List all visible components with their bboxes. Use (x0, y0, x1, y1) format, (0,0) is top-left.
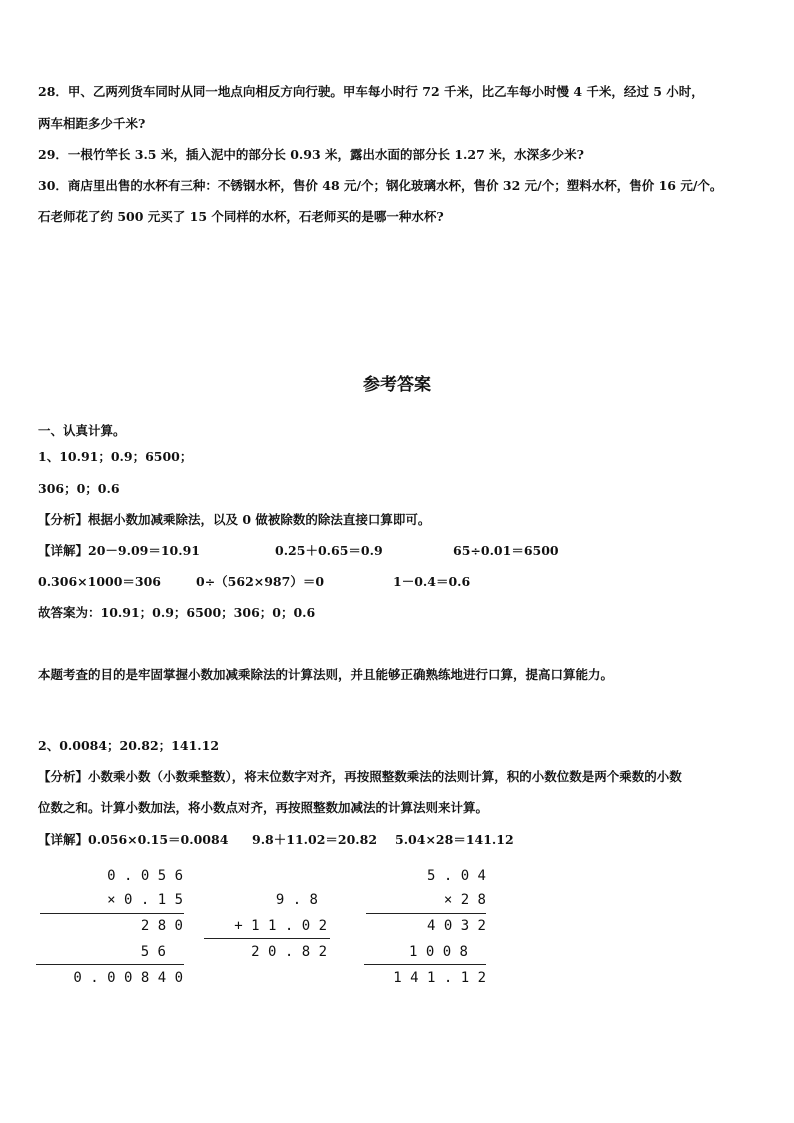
vcalc3-row4: 1 0 0 8 (408, 944, 468, 960)
question-28-line2: 两车相距多少千米? (38, 116, 146, 131)
vcalc1-row5: 0 . 0 0 8 4 0 (73, 970, 183, 986)
section-heading: 一、认真计算。 (38, 423, 126, 438)
vcalc1-rule2 (36, 964, 184, 965)
answer-2-analysis-line1: 【分析】小数乘小数（小数乘整数），将末位数字对齐，再按照整数乘法的法则计算，积的小数位数是两个乘数的小数 (38, 769, 682, 784)
question-28-line1: 28．甲、乙两列货车同时从同一地点向相反方向行驶。甲车每小时行 72 千米，比乙车每小时慢 4 千米，经过 5 小时， (38, 84, 704, 99)
vcalc3-rule1 (366, 913, 486, 914)
answer-2-eq2: 9.8＋11.02＝20.82 (252, 832, 378, 847)
question-30-line2: 石老师花了约 500 元买了 15 个同样的水杯，石老师买的是哪一种水杯? (38, 209, 444, 224)
answer-2-detail-label: 【详解】 (38, 832, 89, 847)
vcalc2-row3: 2 0 . 8 2 (251, 944, 327, 960)
answer-1-eq3: 65÷0.01＝6500 (453, 543, 559, 558)
answer-1-comment: 本题考查的目的是牢固掌握小数加减乘除法的计算法则，并且能够正确熟练地进行口算，提高口算能力。 (38, 667, 614, 682)
answer-1-line2: 306；0；0.6 (38, 481, 120, 496)
answer-1-eq2: 0.25＋0.65＝0.9 (275, 543, 383, 558)
answer-1-eq5: 0÷（562×987）＝0 (196, 574, 325, 589)
answer-1-eq1: 20－9.09＝10.91 (88, 543, 200, 558)
answer-2-eq1: 0.056×0.15＝0.0084 (88, 832, 229, 847)
answer-1-eq6: 1－0.4＝0.6 (393, 574, 471, 589)
vcalc3-row1: 5 . 0 4 (426, 868, 486, 884)
vcalc3-row5: 1 4 1 . 1 2 (393, 970, 486, 986)
answer-title: 参考答案 (363, 375, 431, 395)
vcalc1-row3: 2 8 0 (140, 918, 183, 934)
vcalc1-row2: × 0 . 1 5 (107, 892, 183, 908)
answer-2-eq3: 5.04×28＝141.12 (395, 832, 514, 847)
answer-1-line1: 1、10.91；0.9；6500； (38, 449, 193, 464)
answer-1-detail-label: 【详解】 (38, 543, 89, 558)
answer-1-conclusion: 故答案为：10.91；0.9；6500；306；0；0.6 (38, 605, 316, 620)
answer-2-line: 2、0.0084；20.82；141.12 (38, 738, 220, 753)
vcalc1-rule1 (40, 913, 184, 914)
vcalc2-row1: 9 . 8 (275, 892, 318, 908)
vcalc2-rule (204, 938, 330, 939)
answer-1-analysis: 【分析】根据小数加减乘除法，以及 0 做被除数的除法直接口算即可。 (38, 512, 431, 527)
answer-2-analysis-line2: 位数之和。计算小数加法，将小数点对齐，再按照整数加减法的计算法则来计算。 (38, 800, 489, 815)
vcalc1-row1: 0 . 0 5 6 (107, 868, 183, 884)
vcalc3-row2: × 2 8 (443, 892, 486, 908)
question-29: 29．一根竹竿长 3.5 米，插入泥中的部分长 0.93 米，露出水面的部分长 1.27 米，水深多少米? (38, 147, 584, 162)
vcalc3-rule2 (364, 964, 486, 965)
vcalc3-row3: 4 0 3 2 (426, 918, 486, 934)
vcalc2-row2: + 1 1 . 0 2 (234, 918, 327, 934)
question-30-line1: 30．商店里出售的水杯有三种：不锈钢水杯，售价 48 元/个；钢化玻璃水杯，售价 32 元/个；塑料水杯，售价 16 元/个。 (38, 178, 723, 193)
answer-1-eq4: 0.306×1000＝306 (38, 574, 161, 589)
vcalc1-row4: 5 6 (140, 944, 166, 960)
